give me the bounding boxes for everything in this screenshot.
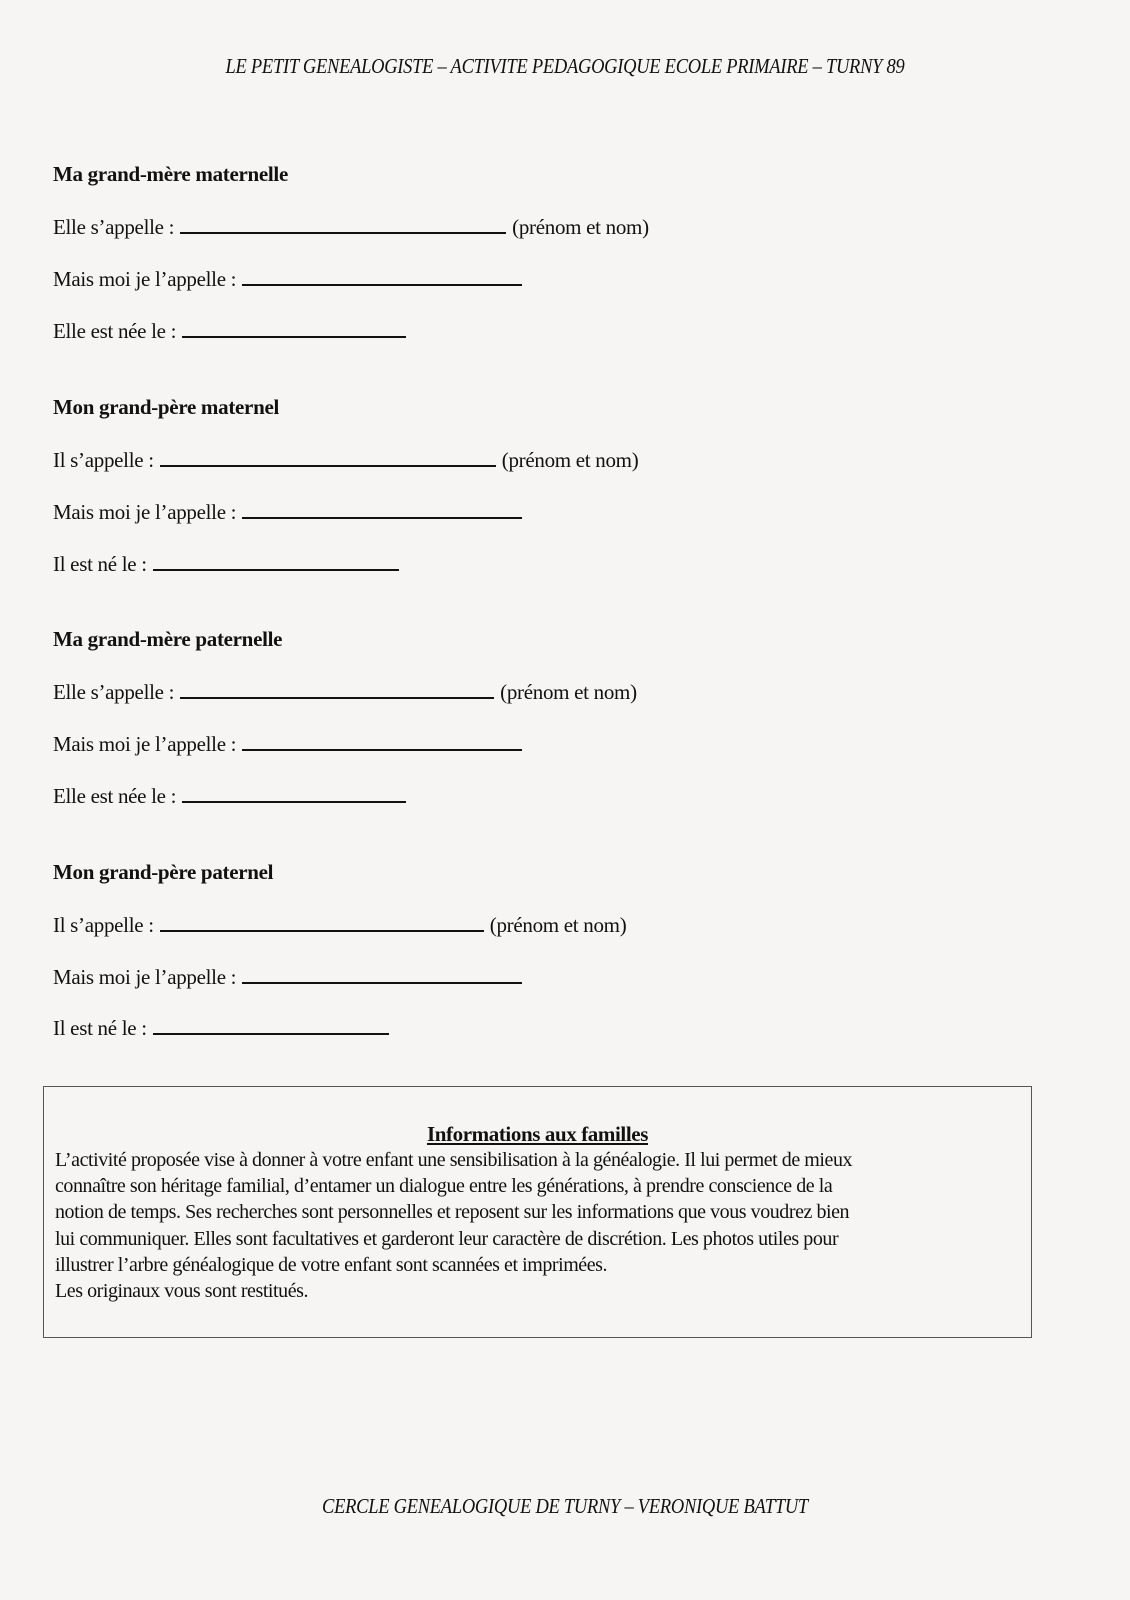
info-title: Informations aux familles: [426, 1122, 648, 1146]
birth-label: Il est né le :: [53, 1016, 147, 1040]
birth-date-field[interactable]: [153, 1015, 389, 1035]
name-label: Il s’appelle :: [53, 913, 154, 937]
section-title-grandmother-maternal: Ma grand-mère maternelle: [53, 162, 288, 186]
info-line: illustrer l’arbre généalogique de votre enfant sont scannées et imprimées.: [55, 1253, 608, 1276]
nickname-label: Mais moi je l’appelle :: [53, 965, 237, 989]
document-footer: CERCLE GENEALOGIQUE DE TURNY – VERONIQUE BATTUT: [322, 1494, 808, 1518]
info-line: lui communiquer. Elles sont facultatives et garderont leur caractère de discrétion. Les photos utiles pour: [55, 1227, 839, 1250]
name-label: Elle s’appelle :: [53, 680, 175, 704]
document-header: LE PETIT GENEALOGISTE – ACTIVITE PEDAGOGIQUE ECOLE PRIMAIRE – TURNY 89: [225, 54, 905, 78]
row-nickname-grandfather-maternal: [53, 499, 528, 525]
name-hint: (prénom et nom): [512, 215, 649, 239]
info-line: connaître son héritage familial, d’entamer un dialogue entre les générations, à prendre conscience de la: [55, 1175, 833, 1198]
name-label: Elle s’appelle :: [53, 215, 175, 239]
birth-date-field[interactable]: [153, 551, 399, 571]
section-title-grandmother-paternal: Ma grand-mère paternelle: [53, 627, 283, 651]
nickname-label: Mais moi je l’appelle :: [53, 267, 237, 291]
row-birth-grandfather-paternal: [53, 1015, 395, 1041]
nickname-label: Mais moi je l’appelle :: [53, 500, 237, 524]
row-nickname-grandmother-maternal: [53, 266, 528, 292]
section-title-grandfather-maternal: Mon grand-père maternel: [53, 395, 279, 419]
birth-label: Il est né le :: [53, 552, 147, 576]
section-title-grandfather-paternal: Mon grand-père paternel: [53, 860, 274, 884]
birth-label: Elle est née le :: [53, 784, 177, 808]
info-box: [43, 1086, 1032, 1338]
info-line: notion de temps. Ses recherches sont personnelles et reposent sur les informations que vous voudrez bien: [55, 1201, 850, 1224]
nickname-field[interactable]: [242, 266, 522, 286]
row-name-grandmother-maternal: [53, 214, 649, 240]
birth-date-field[interactable]: [182, 783, 406, 803]
nickname-field[interactable]: [242, 964, 522, 984]
name-hint: (prénom et nom): [501, 448, 639, 472]
row-birth-grandfather-maternal: [53, 551, 405, 577]
birth-date-field[interactable]: [182, 318, 406, 338]
nickname-label: Mais moi je l’appelle :: [53, 732, 237, 756]
name-field[interactable]: [160, 912, 484, 932]
row-birth-grandmother-paternal: [53, 783, 412, 809]
name-field[interactable]: [180, 679, 494, 699]
row-birth-grandmother-maternal: [53, 318, 412, 344]
row-name-grandmother-paternal: [53, 679, 637, 705]
nickname-field[interactable]: [242, 499, 522, 519]
name-label: Il s’appelle :: [53, 448, 154, 472]
row-name-grandfather-maternal: [53, 447, 638, 473]
birth-label: Elle est née le :: [53, 319, 177, 343]
name-field[interactable]: [180, 214, 506, 234]
info-line: Les originaux vous sont restitués.: [55, 1280, 309, 1303]
nickname-field[interactable]: [242, 731, 522, 751]
row-nickname-grandfather-paternal: [53, 964, 528, 990]
name-field[interactable]: [160, 447, 496, 467]
info-line: L’activité proposée vise à donner à votre enfant une sensibilisation à la généalogie. Il lui permet de mieux: [55, 1149, 853, 1171]
row-name-grandfather-paternal: [53, 912, 626, 938]
name-hint: (prénom et nom): [489, 913, 627, 937]
row-nickname-grandmother-paternal: [53, 731, 528, 757]
info-body: [55, 1147, 1030, 1304]
name-hint: (prénom et nom): [500, 680, 637, 704]
